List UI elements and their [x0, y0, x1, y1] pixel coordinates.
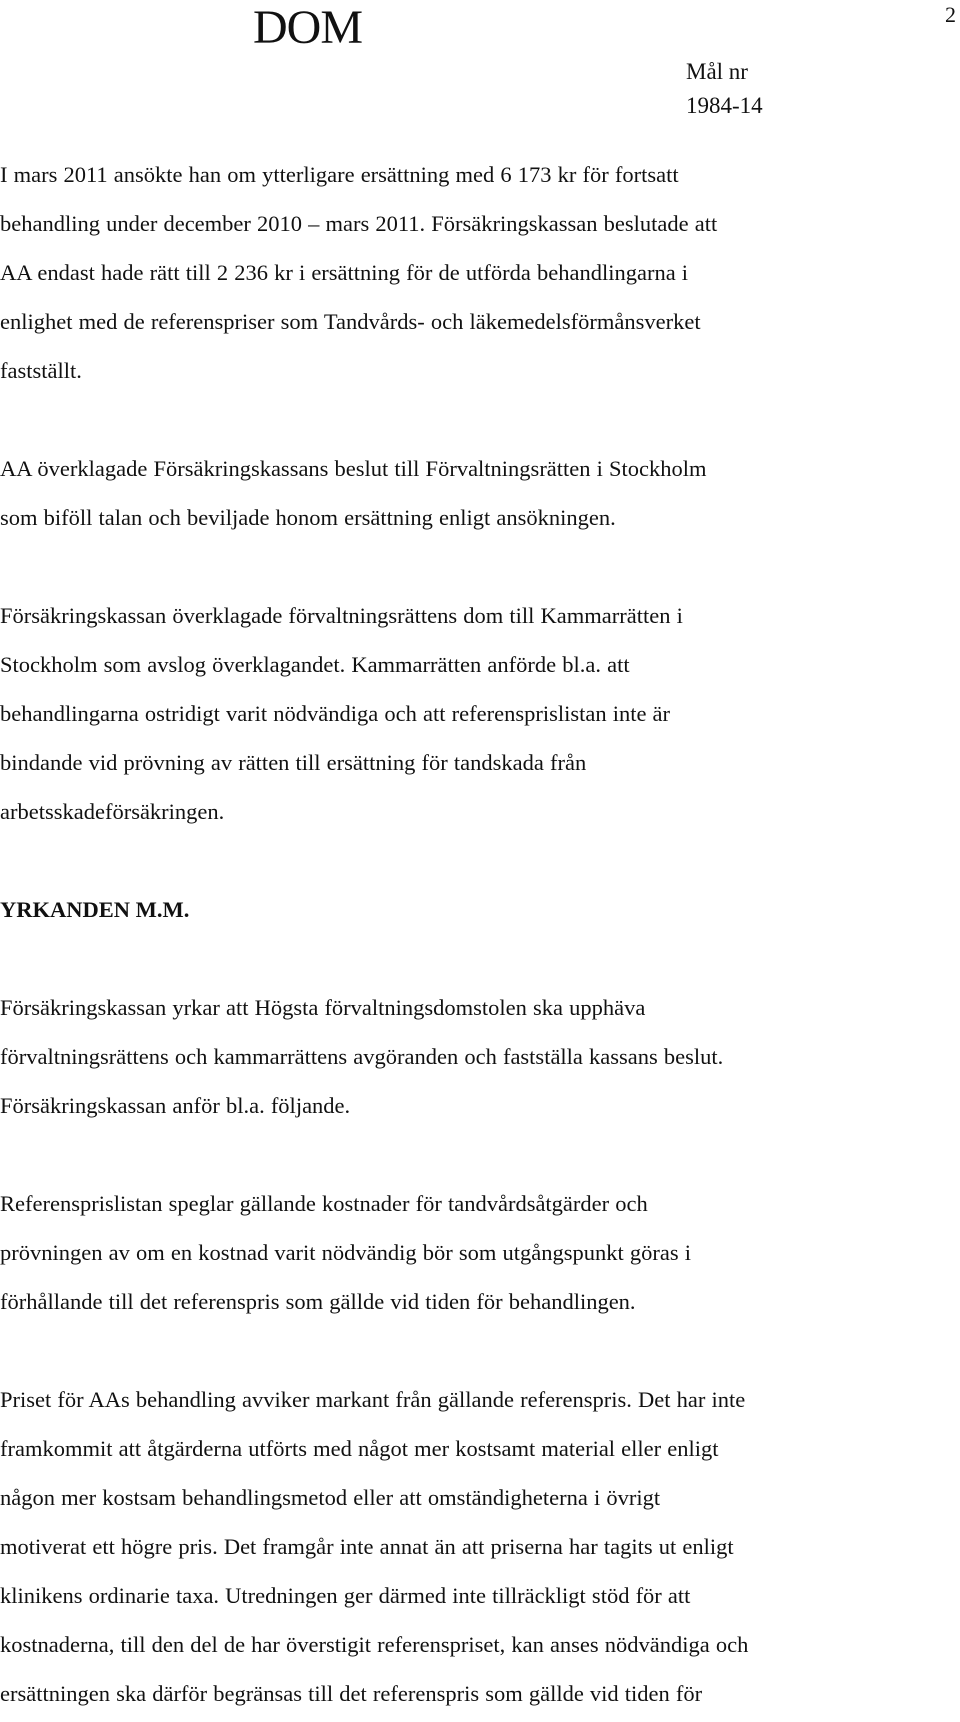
- text-line: behandling under december 2010 – mars 2011. Försäkringskassan beslutade att: [0, 211, 718, 236]
- text-line: enlighet med de referenspriser som Tandvårds- och läkemedelsförmånsverket: [0, 309, 701, 334]
- text-line: motiverat ett högre pris. Det framgår inte annat än att priserna har tagits ut enligt: [0, 1534, 734, 1559]
- text-line: framkommit att åtgärderna utförts med något mer kostsamt material eller enligt: [0, 1436, 719, 1461]
- paragraph-reference-price-list: [0, 1179, 936, 1326]
- text-line: som biföll talan och beviljade honom ersättning enligt ansökningen.: [0, 505, 616, 530]
- text-line: ersättningen ska därför begränsas till det referenspris som gällde vid tiden för: [0, 1681, 703, 1706]
- paragraph-spacer: [0, 542, 936, 591]
- paragraph-application: [0, 150, 936, 395]
- paragraph-appeal-court-of-appeal: [0, 591, 936, 836]
- text-line: AA endast hade rätt till 2 236 kr i ersättning för de utförda behandlingarna i: [0, 260, 689, 285]
- paragraph-spacer: [0, 1130, 936, 1179]
- paragraph-spacer: [0, 934, 936, 983]
- text-line: Försäkringskassan anför bl.a. följande.: [0, 1093, 351, 1118]
- text-line: arbetsskadeförsäkringen.: [0, 799, 225, 824]
- paragraph-claim: [0, 983, 936, 1130]
- page-number: 2: [945, 2, 956, 27]
- text-line: behandlingarna ostridigt varit nödvändiga och att referensprislistan inte är: [0, 701, 671, 726]
- text-line: förvaltningsrättens och kammarrättens avgöranden och fastställa kassans beslut.: [0, 1044, 724, 1069]
- text-line: någon mer kostsam behandlingsmetod eller att omständigheterna i övrigt: [0, 1485, 661, 1510]
- text-line: Stockholm som avslog överklagandet. Kammarrätten anförde bl.a. att: [0, 652, 630, 677]
- text-line: kostnaderna, till den del de har överstigit referenspriset, kan anses nödvändiga och: [0, 1632, 749, 1657]
- text-line: förhållande till det referenspris som gällde vid tiden för behandlingen.: [0, 1289, 636, 1314]
- paragraph-appeal-administrative-court: [0, 444, 936, 542]
- document-type-title: DOM: [253, 1, 363, 54]
- paragraph-price-deviation: [0, 1375, 936, 1718]
- case-number: 1984-14: [686, 93, 763, 118]
- paragraph-spacer: [0, 836, 936, 885]
- text-line: klinikens ordinarie taxa. Utredningen ger därmed inte tillräckligt stöd för att: [0, 1583, 691, 1608]
- case-number-label: Mål nr: [686, 59, 748, 84]
- paragraph-spacer: [0, 395, 936, 444]
- paragraph-spacer: [0, 1326, 936, 1375]
- text-line: fastställt.: [0, 358, 82, 383]
- text-line: prövningen av om en kostnad varit nödvändig bör som utgångspunkt göras i: [0, 1240, 692, 1265]
- text-line: Försäkringskassan överklagade förvaltningsrättens dom till Kammarrätten i: [0, 603, 683, 628]
- document-body: [0, 150, 936, 1718]
- section-heading: YRKANDEN M.M.: [0, 897, 190, 922]
- text-line: Priset för AAs behandling avviker markant från gällande referenspris. Det har inte: [0, 1387, 746, 1412]
- text-line: bindande vid prövning av rätten till ersättning för tandskada från: [0, 750, 587, 775]
- text-line: Referensprislistan speglar gällande kostnader för tandvårdsåtgärder och: [0, 1191, 648, 1216]
- text-line: AA överklagade Försäkringskassans beslut till Förvaltningsrätten i Stockholm: [0, 456, 707, 481]
- text-line: I mars 2011 ansökte han om ytterligare ersättning med 6 173 kr för fortsatt: [0, 162, 679, 187]
- text-line: Försäkringskassan yrkar att Högsta förvaltningsdomstolen ska upphäva: [0, 995, 646, 1020]
